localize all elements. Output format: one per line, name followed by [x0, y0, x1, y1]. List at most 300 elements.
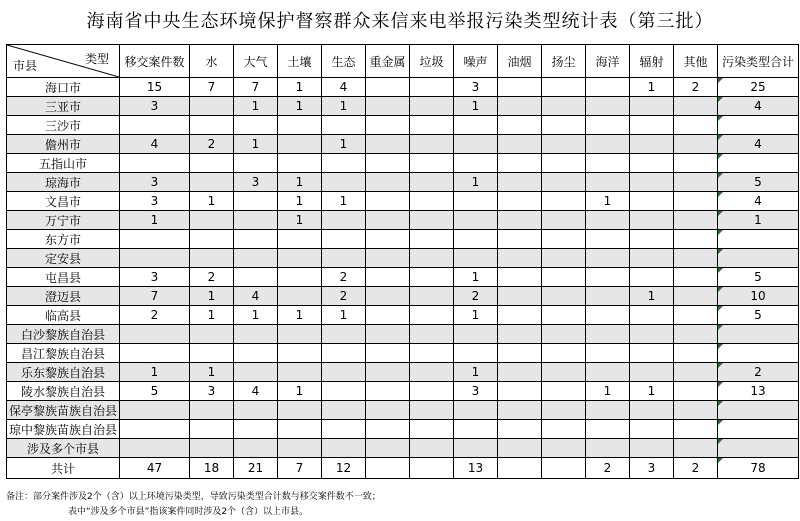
value-cell[interactable]: 1: [454, 363, 498, 382]
value-cell[interactable]: [366, 344, 410, 363]
col-header-total[interactable]: 污染类型合计: [718, 45, 799, 78]
value-cell[interactable]: [542, 173, 586, 192]
value-cell[interactable]: [498, 173, 542, 192]
value-cell[interactable]: 2: [190, 268, 234, 287]
value-cell[interactable]: [630, 401, 674, 420]
city-cell[interactable]: 保亭黎族苗族自治县: [7, 401, 120, 420]
value-cell[interactable]: 2: [674, 458, 718, 479]
col-header-radiation[interactable]: 辐射: [630, 45, 674, 78]
value-cell[interactable]: [410, 420, 454, 439]
value-cell[interactable]: [542, 363, 586, 382]
value-cell[interactable]: [674, 116, 718, 135]
value-cell[interactable]: [586, 154, 630, 173]
value-cell[interactable]: 5: [120, 382, 190, 401]
col-header-soil[interactable]: 土壤: [278, 45, 322, 78]
row-total-cell[interactable]: [718, 344, 799, 363]
value-cell[interactable]: 1: [630, 78, 674, 97]
value-cell[interactable]: [542, 135, 586, 154]
value-cell[interactable]: [322, 382, 366, 401]
value-cell[interactable]: [542, 97, 586, 116]
value-cell[interactable]: [542, 420, 586, 439]
value-cell[interactable]: [322, 249, 366, 268]
city-cell[interactable]: 昌江黎族自治县: [7, 344, 120, 363]
value-cell[interactable]: [674, 154, 718, 173]
value-cell[interactable]: 1: [234, 306, 278, 325]
value-cell[interactable]: [542, 154, 586, 173]
value-cell[interactable]: [190, 154, 234, 173]
value-cell[interactable]: [410, 344, 454, 363]
value-cell[interactable]: [120, 420, 190, 439]
corner-header-cell[interactable]: [7, 45, 120, 78]
value-cell[interactable]: [366, 249, 410, 268]
value-cell[interactable]: 1: [120, 363, 190, 382]
value-cell[interactable]: [674, 382, 718, 401]
value-cell[interactable]: [366, 78, 410, 97]
value-cell[interactable]: [366, 154, 410, 173]
value-cell[interactable]: [322, 401, 366, 420]
value-cell[interactable]: 18: [190, 458, 234, 479]
value-cell[interactable]: [278, 287, 322, 306]
value-cell[interactable]: [630, 420, 674, 439]
value-cell[interactable]: [586, 78, 630, 97]
col-header-other[interactable]: 其他: [674, 45, 718, 78]
value-cell[interactable]: [234, 344, 278, 363]
row-total-cell[interactable]: 4: [718, 97, 799, 116]
value-cell[interactable]: [190, 173, 234, 192]
value-cell[interactable]: 3: [120, 268, 190, 287]
value-cell[interactable]: [674, 135, 718, 154]
value-cell[interactable]: [234, 116, 278, 135]
value-cell[interactable]: [586, 287, 630, 306]
value-cell[interactable]: [542, 211, 586, 230]
value-cell[interactable]: [278, 420, 322, 439]
value-cell[interactable]: [366, 173, 410, 192]
value-cell[interactable]: [190, 439, 234, 458]
value-cell[interactable]: [498, 211, 542, 230]
value-cell[interactable]: 3: [120, 173, 190, 192]
value-cell[interactable]: [120, 401, 190, 420]
value-cell[interactable]: [366, 382, 410, 401]
value-cell[interactable]: 4: [120, 135, 190, 154]
value-cell[interactable]: [120, 325, 190, 344]
value-cell[interactable]: [278, 268, 322, 287]
row-total-cell[interactable]: 2: [718, 363, 799, 382]
value-cell[interactable]: [322, 230, 366, 249]
value-cell[interactable]: [454, 401, 498, 420]
value-cell[interactable]: [630, 230, 674, 249]
value-cell[interactable]: 7: [278, 458, 322, 479]
value-cell[interactable]: [322, 154, 366, 173]
value-cell[interactable]: 1: [322, 192, 366, 211]
value-cell[interactable]: 1: [322, 97, 366, 116]
col-header-ecology[interactable]: 生态: [322, 45, 366, 78]
value-cell[interactable]: [278, 344, 322, 363]
value-cell[interactable]: 47: [120, 458, 190, 479]
value-cell[interactable]: [410, 287, 454, 306]
city-cell[interactable]: 儋州市: [7, 135, 120, 154]
value-cell[interactable]: [674, 97, 718, 116]
city-cell[interactable]: 陵水黎族自治县: [7, 382, 120, 401]
value-cell[interactable]: [454, 230, 498, 249]
value-cell[interactable]: 1: [322, 306, 366, 325]
value-cell[interactable]: [278, 249, 322, 268]
value-cell[interactable]: [674, 344, 718, 363]
value-cell[interactable]: [674, 363, 718, 382]
value-cell[interactable]: [234, 439, 278, 458]
value-cell[interactable]: [410, 325, 454, 344]
value-cell[interactable]: [278, 135, 322, 154]
value-cell[interactable]: [366, 97, 410, 116]
value-cell[interactable]: [454, 325, 498, 344]
value-cell[interactable]: [498, 154, 542, 173]
value-cell[interactable]: [630, 306, 674, 325]
col-header-water[interactable]: 水: [190, 45, 234, 78]
value-cell[interactable]: 7: [234, 78, 278, 97]
value-cell[interactable]: [190, 325, 234, 344]
value-cell[interactable]: [322, 173, 366, 192]
value-cell[interactable]: [586, 211, 630, 230]
value-cell[interactable]: 1: [630, 287, 674, 306]
value-cell[interactable]: [630, 211, 674, 230]
value-cell[interactable]: [190, 230, 234, 249]
value-cell[interactable]: [498, 306, 542, 325]
city-cell[interactable]: 乐东黎族自治县: [7, 363, 120, 382]
value-cell[interactable]: [454, 344, 498, 363]
value-cell[interactable]: [322, 439, 366, 458]
value-cell[interactable]: [322, 344, 366, 363]
value-cell[interactable]: [190, 211, 234, 230]
value-cell[interactable]: 7: [190, 78, 234, 97]
row-total-cell[interactable]: [718, 154, 799, 173]
value-cell[interactable]: 1: [454, 173, 498, 192]
value-cell[interactable]: 2: [454, 287, 498, 306]
value-cell[interactable]: [630, 439, 674, 458]
value-cell[interactable]: [120, 116, 190, 135]
value-cell[interactable]: [498, 97, 542, 116]
value-cell[interactable]: [366, 363, 410, 382]
value-cell[interactable]: [278, 230, 322, 249]
value-cell[interactable]: [410, 230, 454, 249]
value-cell[interactable]: [366, 116, 410, 135]
value-cell[interactable]: 1: [190, 192, 234, 211]
col-header-garbage[interactable]: 垃圾: [410, 45, 454, 78]
value-cell[interactable]: [278, 401, 322, 420]
value-cell[interactable]: [120, 249, 190, 268]
value-cell[interactable]: [498, 325, 542, 344]
value-cell[interactable]: [674, 211, 718, 230]
value-cell[interactable]: 1: [586, 192, 630, 211]
row-total-cell[interactable]: 13: [718, 382, 799, 401]
value-cell[interactable]: [190, 344, 234, 363]
value-cell[interactable]: [630, 344, 674, 363]
city-cell[interactable]: 屯昌县: [7, 268, 120, 287]
value-cell[interactable]: 3: [454, 382, 498, 401]
row-total-cell[interactable]: 5: [718, 306, 799, 325]
value-cell[interactable]: 15: [120, 78, 190, 97]
value-cell[interactable]: [234, 249, 278, 268]
value-cell[interactable]: [542, 325, 586, 344]
value-cell[interactable]: [674, 249, 718, 268]
value-cell[interactable]: [674, 230, 718, 249]
value-cell[interactable]: [674, 268, 718, 287]
value-cell[interactable]: 2: [674, 78, 718, 97]
value-cell[interactable]: 2: [322, 287, 366, 306]
value-cell[interactable]: [498, 249, 542, 268]
city-cell[interactable]: 海口市: [7, 78, 120, 97]
value-cell[interactable]: [410, 173, 454, 192]
value-cell[interactable]: [410, 97, 454, 116]
value-cell[interactable]: [674, 420, 718, 439]
value-cell[interactable]: [454, 192, 498, 211]
value-cell[interactable]: [542, 439, 586, 458]
value-cell[interactable]: [498, 401, 542, 420]
value-cell[interactable]: [630, 249, 674, 268]
value-cell[interactable]: [190, 249, 234, 268]
row-total-cell[interactable]: [718, 116, 799, 135]
value-cell[interactable]: [674, 173, 718, 192]
value-cell[interactable]: [586, 249, 630, 268]
value-cell[interactable]: [498, 439, 542, 458]
value-cell[interactable]: [454, 420, 498, 439]
value-cell[interactable]: 1: [322, 135, 366, 154]
col-header-air[interactable]: 大气: [234, 45, 278, 78]
value-cell[interactable]: 21: [234, 458, 278, 479]
value-cell[interactable]: 1: [278, 382, 322, 401]
value-cell[interactable]: [278, 439, 322, 458]
value-cell[interactable]: [498, 116, 542, 135]
value-cell[interactable]: [630, 325, 674, 344]
value-cell[interactable]: [278, 325, 322, 344]
city-cell[interactable]: 临高县: [7, 306, 120, 325]
value-cell[interactable]: [190, 401, 234, 420]
value-cell[interactable]: [586, 420, 630, 439]
value-cell[interactable]: [410, 154, 454, 173]
value-cell[interactable]: [542, 401, 586, 420]
total-label-cell[interactable]: 共计: [7, 458, 120, 479]
value-cell[interactable]: 1: [630, 382, 674, 401]
row-total-cell[interactable]: [718, 325, 799, 344]
row-total-cell[interactable]: [718, 420, 799, 439]
value-cell[interactable]: 4: [322, 78, 366, 97]
value-cell[interactable]: [498, 382, 542, 401]
value-cell[interactable]: [190, 97, 234, 116]
city-cell[interactable]: 三沙市: [7, 116, 120, 135]
value-cell[interactable]: [586, 325, 630, 344]
row-total-cell[interactable]: [718, 401, 799, 420]
value-cell[interactable]: 2: [586, 458, 630, 479]
value-cell[interactable]: [630, 173, 674, 192]
value-cell[interactable]: [120, 230, 190, 249]
value-cell[interactable]: [454, 135, 498, 154]
value-cell[interactable]: [586, 173, 630, 192]
row-total-cell[interactable]: 4: [718, 192, 799, 211]
value-cell[interactable]: 3: [120, 192, 190, 211]
value-cell[interactable]: [234, 230, 278, 249]
value-cell[interactable]: [410, 135, 454, 154]
row-total-cell[interactable]: 1: [718, 211, 799, 230]
row-total-cell[interactable]: 10: [718, 287, 799, 306]
value-cell[interactable]: [234, 192, 278, 211]
col-header-dust[interactable]: 扬尘: [542, 45, 586, 78]
value-cell[interactable]: [278, 363, 322, 382]
value-cell[interactable]: [410, 401, 454, 420]
value-cell[interactable]: 3: [120, 97, 190, 116]
city-cell[interactable]: 文昌市: [7, 192, 120, 211]
value-cell[interactable]: [498, 230, 542, 249]
value-cell[interactable]: [366, 211, 410, 230]
value-cell[interactable]: [410, 439, 454, 458]
value-cell[interactable]: 1: [278, 211, 322, 230]
value-cell[interactable]: [498, 78, 542, 97]
value-cell[interactable]: 1: [190, 306, 234, 325]
value-cell[interactable]: [322, 116, 366, 135]
value-cell[interactable]: [410, 363, 454, 382]
value-cell[interactable]: [234, 211, 278, 230]
value-cell[interactable]: 1: [120, 211, 190, 230]
city-cell[interactable]: 五指山市: [7, 154, 120, 173]
value-cell[interactable]: [542, 458, 586, 479]
value-cell[interactable]: 1: [278, 173, 322, 192]
value-cell[interactable]: [498, 192, 542, 211]
city-cell[interactable]: 琼中黎族苗族自治县: [7, 420, 120, 439]
value-cell[interactable]: [586, 306, 630, 325]
value-cell[interactable]: [366, 306, 410, 325]
value-cell[interactable]: [454, 249, 498, 268]
value-cell[interactable]: [366, 325, 410, 344]
value-cell[interactable]: [366, 230, 410, 249]
row-total-cell[interactable]: [718, 439, 799, 458]
row-total-cell[interactable]: 5: [718, 173, 799, 192]
value-cell[interactable]: [366, 268, 410, 287]
value-cell[interactable]: [322, 420, 366, 439]
value-cell[interactable]: [586, 135, 630, 154]
value-cell[interactable]: [120, 439, 190, 458]
value-cell[interactable]: 1: [278, 192, 322, 211]
col-header-fumes[interactable]: 油烟: [498, 45, 542, 78]
col-header-ocean[interactable]: 海洋: [586, 45, 630, 78]
value-cell[interactable]: [322, 363, 366, 382]
value-cell[interactable]: [322, 211, 366, 230]
value-cell[interactable]: [542, 344, 586, 363]
value-cell[interactable]: [498, 135, 542, 154]
value-cell[interactable]: [674, 192, 718, 211]
col-header-cases[interactable]: 移交案件数: [120, 45, 190, 78]
value-cell[interactable]: [120, 344, 190, 363]
value-cell[interactable]: [234, 420, 278, 439]
value-cell[interactable]: 1: [454, 268, 498, 287]
value-cell[interactable]: [410, 458, 454, 479]
value-cell[interactable]: [410, 306, 454, 325]
value-cell[interactable]: [586, 344, 630, 363]
row-total-cell[interactable]: 5: [718, 268, 799, 287]
value-cell[interactable]: [630, 192, 674, 211]
value-cell[interactable]: [542, 382, 586, 401]
value-cell[interactable]: [586, 116, 630, 135]
value-cell[interactable]: [234, 363, 278, 382]
value-cell[interactable]: [498, 363, 542, 382]
row-total-cell[interactable]: 25: [718, 78, 799, 97]
value-cell[interactable]: 7: [120, 287, 190, 306]
value-cell[interactable]: [498, 268, 542, 287]
value-cell[interactable]: [674, 325, 718, 344]
row-total-cell[interactable]: [718, 249, 799, 268]
value-cell[interactable]: [542, 78, 586, 97]
value-cell[interactable]: 3: [630, 458, 674, 479]
value-cell[interactable]: [322, 325, 366, 344]
city-cell[interactable]: 涉及多个市县: [7, 439, 120, 458]
value-cell[interactable]: [498, 287, 542, 306]
value-cell[interactable]: [674, 439, 718, 458]
value-cell[interactable]: [454, 154, 498, 173]
value-cell[interactable]: [410, 249, 454, 268]
city-cell[interactable]: 白沙黎族自治县: [7, 325, 120, 344]
value-cell[interactable]: 1: [454, 306, 498, 325]
value-cell[interactable]: [454, 116, 498, 135]
city-cell[interactable]: 定安县: [7, 249, 120, 268]
value-cell[interactable]: 3: [454, 78, 498, 97]
value-cell[interactable]: [586, 97, 630, 116]
value-cell[interactable]: [542, 116, 586, 135]
value-cell[interactable]: [542, 287, 586, 306]
value-cell[interactable]: 1: [454, 97, 498, 116]
col-header-heavy-metal[interactable]: 重金属: [366, 45, 410, 78]
value-cell[interactable]: [366, 135, 410, 154]
value-cell[interactable]: [410, 192, 454, 211]
value-cell[interactable]: [586, 439, 630, 458]
value-cell[interactable]: [234, 268, 278, 287]
value-cell[interactable]: [630, 116, 674, 135]
value-cell[interactable]: [366, 401, 410, 420]
value-cell[interactable]: 1: [190, 363, 234, 382]
value-cell[interactable]: 1: [278, 78, 322, 97]
value-cell[interactable]: [410, 211, 454, 230]
value-cell[interactable]: 2: [190, 135, 234, 154]
value-cell[interactable]: [586, 230, 630, 249]
value-cell[interactable]: [410, 78, 454, 97]
value-cell[interactable]: 2: [322, 268, 366, 287]
city-cell[interactable]: 三亚市: [7, 97, 120, 116]
value-cell[interactable]: 3: [190, 382, 234, 401]
value-cell[interactable]: [366, 192, 410, 211]
city-cell[interactable]: 东方市: [7, 230, 120, 249]
value-cell[interactable]: [410, 268, 454, 287]
value-cell[interactable]: [410, 382, 454, 401]
value-cell[interactable]: 1: [234, 97, 278, 116]
value-cell[interactable]: [366, 458, 410, 479]
value-cell[interactable]: [366, 439, 410, 458]
value-cell[interactable]: [234, 401, 278, 420]
value-cell[interactable]: [586, 401, 630, 420]
value-cell[interactable]: [630, 97, 674, 116]
value-cell[interactable]: [278, 116, 322, 135]
value-cell[interactable]: [630, 268, 674, 287]
value-cell[interactable]: 1: [234, 135, 278, 154]
row-total-cell[interactable]: [718, 230, 799, 249]
value-cell[interactable]: [630, 135, 674, 154]
row-total-cell[interactable]: 4: [718, 135, 799, 154]
value-cell[interactable]: [498, 344, 542, 363]
value-cell[interactable]: [190, 420, 234, 439]
value-cell[interactable]: [542, 192, 586, 211]
value-cell[interactable]: [498, 458, 542, 479]
value-cell[interactable]: [542, 230, 586, 249]
value-cell[interactable]: [234, 325, 278, 344]
value-cell[interactable]: [366, 287, 410, 306]
value-cell[interactable]: [120, 154, 190, 173]
value-cell[interactable]: [542, 268, 586, 287]
value-cell[interactable]: [278, 154, 322, 173]
value-cell[interactable]: 1: [278, 306, 322, 325]
